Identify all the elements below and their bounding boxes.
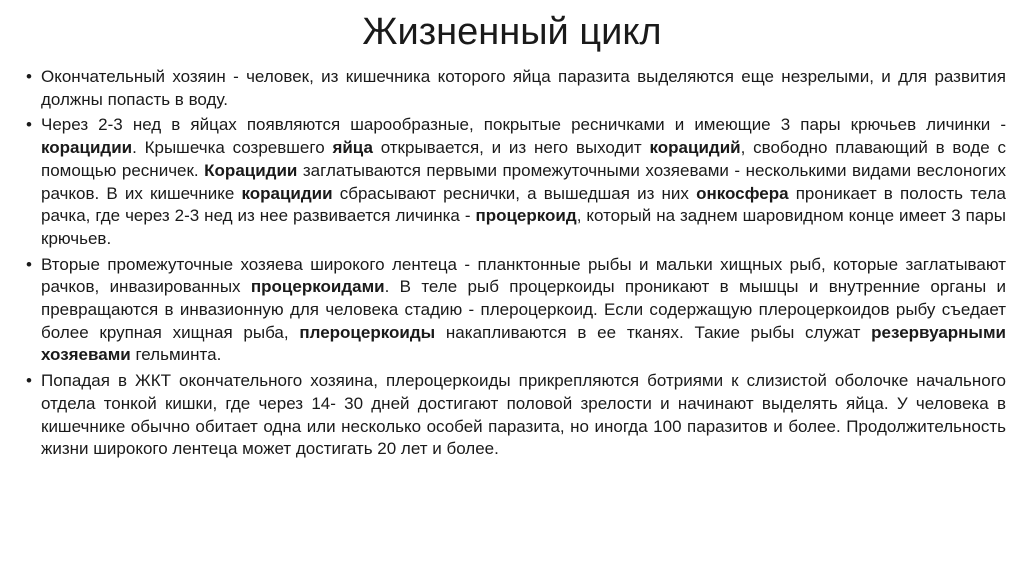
term-coracidia-3: корацидии xyxy=(241,183,333,203)
bullet-item xyxy=(26,370,1006,461)
bullet-text: открывается, и из него выходит xyxy=(372,138,650,158)
bullet-text: , свободно плавающий в воде с помощью ресничек. xyxy=(41,138,1006,180)
term-plerocercoids: плероцеркоиды xyxy=(299,322,436,342)
term-procercoids: процеркоидами xyxy=(250,277,385,297)
bullet-list xyxy=(26,66,1006,464)
bullet-text: Попадая в ЖКТ окончательного хозяина, плероцеркоиды прикрепляются ботриями к слизистой оболочке начального отдела тонкой кишки, где через 14- 30 дней достигают половой зрелости и начинают выделять яйца. У человека в кишечнике обычно обитает одна или несколько особей паразита, но иногда 100 паразитов и более. Продолжительность жизни широкого лентеца может достигать 20 лет и более. xyxy=(41,371,1006,459)
term-oncosphere: онкосфера xyxy=(696,183,789,203)
bullet-text: гельминта. xyxy=(130,345,222,365)
bullet-item xyxy=(26,254,1006,368)
bullet-text: . В теле рыб процеркоиды проникают в мышцы и внутренние органы и превращаются в инвазионную для человека стадию - плероцеркоид. Если содержащую плероцеркоидов рыбу съедает более крупная хищная рыба, xyxy=(41,277,1007,342)
bullet-text: накапливаются в ее тканях. Такие рыбы служат xyxy=(435,322,872,342)
term-coracidia-2: Корацидии xyxy=(204,160,298,180)
bullet-text: Вторые промежуточные хозяева широкого лентеца - планктонные рыбы и мальки хищных рыб, которые заглатывают рачков, инвазированных xyxy=(41,254,1006,297)
term-egg: яйца xyxy=(332,138,373,158)
term-coracidia: корацидии xyxy=(41,138,133,158)
bullet-text: проникает в полость тела рачка, где через 2-3 нед из нее развивается личинка - xyxy=(41,183,1006,226)
bullet-item xyxy=(26,66,1006,111)
slide-title: Жизненный цикл xyxy=(362,11,662,53)
bullet-text: Окончательный хозяин - человек, из кишечника которого яйца паразита выделяются еще незрелыми, и для развития должны попасть в воду. xyxy=(41,67,1006,109)
term-coracidium: корацидий xyxy=(649,138,741,158)
bullet-text: Через 2-3 нед в яйцах появляются шарообразные, покрытые ресничками и имеющие 3 пары крючьев личинки - xyxy=(41,115,1006,135)
bullet-text: , который на заднем шаровидном конце имеет 3 пары крючьев. xyxy=(41,206,1006,248)
bullet-text: сбрасывают реснички, а вышедшая из них xyxy=(332,183,697,203)
term-reservoir-hosts: резервуарными хозяевами xyxy=(41,322,1006,365)
bullet-text: . Крышечка созревшего xyxy=(132,138,333,158)
bullet-item xyxy=(26,114,1006,250)
term-procercoid: процеркоид xyxy=(475,206,577,226)
bullet-text: заглатываются первыми промежуточными хозяевами - несколькими видами веслоногих рачков. В их кишечнике xyxy=(41,160,1007,203)
